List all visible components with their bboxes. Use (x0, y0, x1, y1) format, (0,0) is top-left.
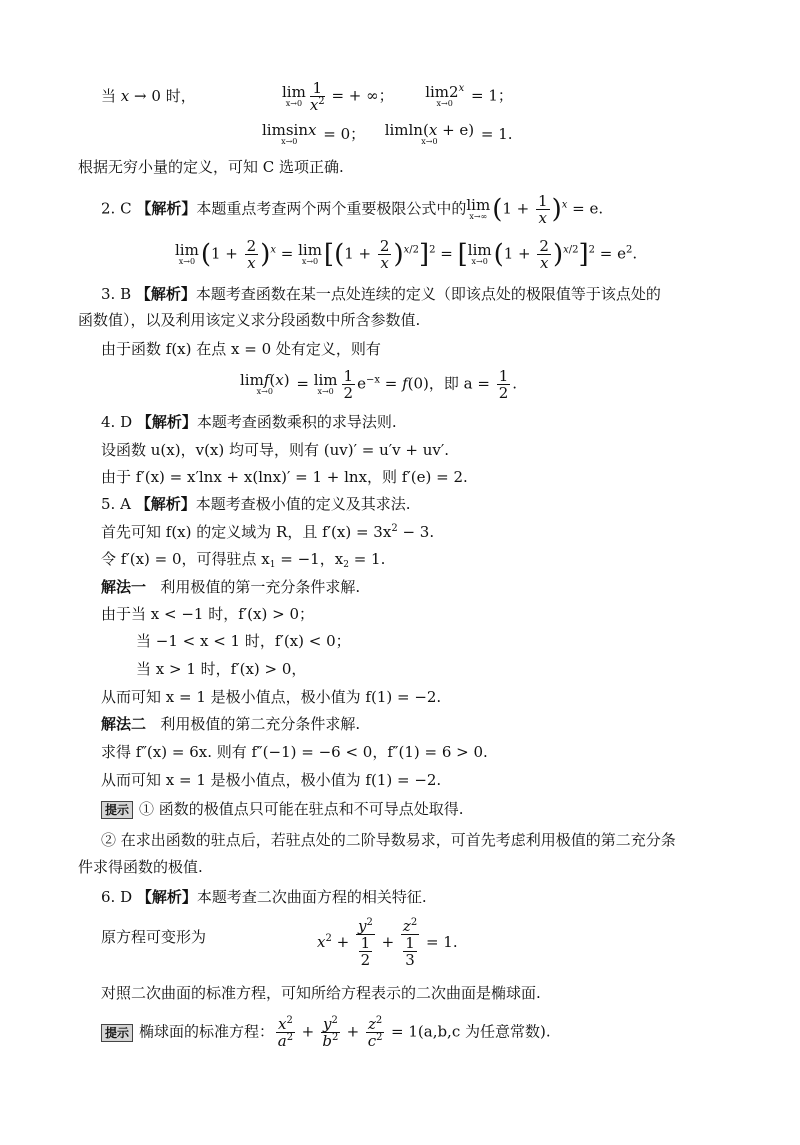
tip-badge: 提示 (101, 801, 133, 819)
question-4: 4. D 【解析】本题考查函数乘积的求导法则. (101, 413, 397, 431)
q5-line-3: 令 f′(x) = 0，可得驻点 $x_1 = -1$，$x_2 = 1$. (101, 550, 386, 570)
q4-line-3: 由于 f′(x) = x′lnx + x(lnx)′ = 1 + lnx，则 f′(e) = 2. (101, 468, 468, 486)
question-2: 2. C 【解析】本题重点考查两个两个重要极限公式中的 lim x→∞ (1 + $\frac{1}{x}$ )$^x$ = e. (101, 192, 604, 227)
q3-equation: limf(x) x→0 = lim x→0 $\frac{1}{2}$ $e^{-x} = f(0)$，即 a = $\frac{1}{2}$ . (240, 367, 518, 402)
q5-step-1: 由于当 x < −1 时，f′(x) > 0； (101, 605, 314, 623)
q5-step-3: 当 x > 1 时，f′(x) > 0， (136, 660, 307, 678)
q5-tip-3: 件求得函数的极值. (78, 858, 203, 876)
limit-formulas-1: lim x→0 $\frac{1}{x^2}$ = + ∞； lim2$^x$ x→0 = 1； (282, 79, 513, 114)
q3-line-3: 由于函数 f(x) 在点 x = 0 处有定义，则有 (101, 340, 381, 358)
q6-tip: 提示 椭球面的标准方程： $\frac{x^2}{a^2}$ + $\frac{y^2}{b^2}$ + $\frac{z^2}{c^2}$ = 1(a,b,c 为任意常数). (101, 1016, 551, 1049)
q3-line-2: 函数值），以及利用该定义求分段函数中所含参数值. (78, 311, 421, 329)
question-3: 3. B 【解析】本题考查函数在某一点处连续的定义（即该点处的极限值等于该点处的 (101, 285, 661, 303)
limit-formulas-2: limsinx x→0 = 0； limln(x + e) x→0 = 1. (262, 121, 513, 146)
q5-step-5: 求得 f″(x) = 6x. 则有 f″(−1) = −6 < 0，f″(1) = 6 > 0. (101, 743, 488, 761)
question-6: 6. D 【解析】本题考查二次曲面方程的相关特征. (101, 888, 427, 906)
limit-line-1: 当 x → 0 时， (101, 87, 196, 105)
q6-line-3: 对照二次曲面的标准方程，可知所给方程表示的二次曲面是椭球面. (101, 984, 541, 1002)
q5-line-2: 首先可知 f(x) 的定义域为 R，且 $f'(x) = 3x^2 - 3$. (101, 523, 435, 541)
q5-tip-2: ② 在求出函数的驻点后，若驻点处的二阶导数易求，可首先考虑利用极值的第二充分条 (101, 831, 676, 849)
q2-derivation: lim x→0 (1 + $\frac{2}{x}$ )$^x$ = lim x→0 [(1 + $\frac{2}{x}$ )$^{x/2}$]$^2$ = [ lim x→0 (1 + $\frac{2}{x}$ )$^{x/2}]^2 = e^2$. (175, 237, 638, 272)
q4-line-2: 设函数 u(x)，v(x) 均可导，则有 (uv)′ = u′v + uv′. (101, 441, 450, 459)
method-2: 解法二 利用极值的第二充分条件求解. (101, 715, 361, 733)
q6-equation: $x^2$ + $\frac{y^2}{\frac{1}{2}}$ + $\frac{z^2}{\frac{1}{3}}$ = 1. (317, 917, 458, 969)
q5-step-2: 当 −1 < x < 1 时，f′(x) < 0； (136, 632, 351, 650)
q5-step-6: 从而可知 x = 1 是极小值点，极小值为 f(1) = −2. (101, 771, 442, 789)
q6-line-2: 原方程可变形为 (101, 928, 207, 946)
conclusion-c: 根据无穷小量的定义，可知 C 选项正确. (78, 158, 344, 176)
method-1: 解法一 利用极值的第一充分条件求解. (101, 578, 361, 596)
tip-badge: 提示 (101, 1024, 133, 1042)
q5-tip: 提示 ① 函数的极值点只可能在驻点和不可导点处取得. (101, 799, 464, 819)
q5-step-4: 从而可知 x = 1 是极小值点，极小值为 f(1) = −2. (101, 688, 442, 706)
question-5: 5. A 【解析】本题考查极小值的定义及其求法. (101, 495, 411, 513)
